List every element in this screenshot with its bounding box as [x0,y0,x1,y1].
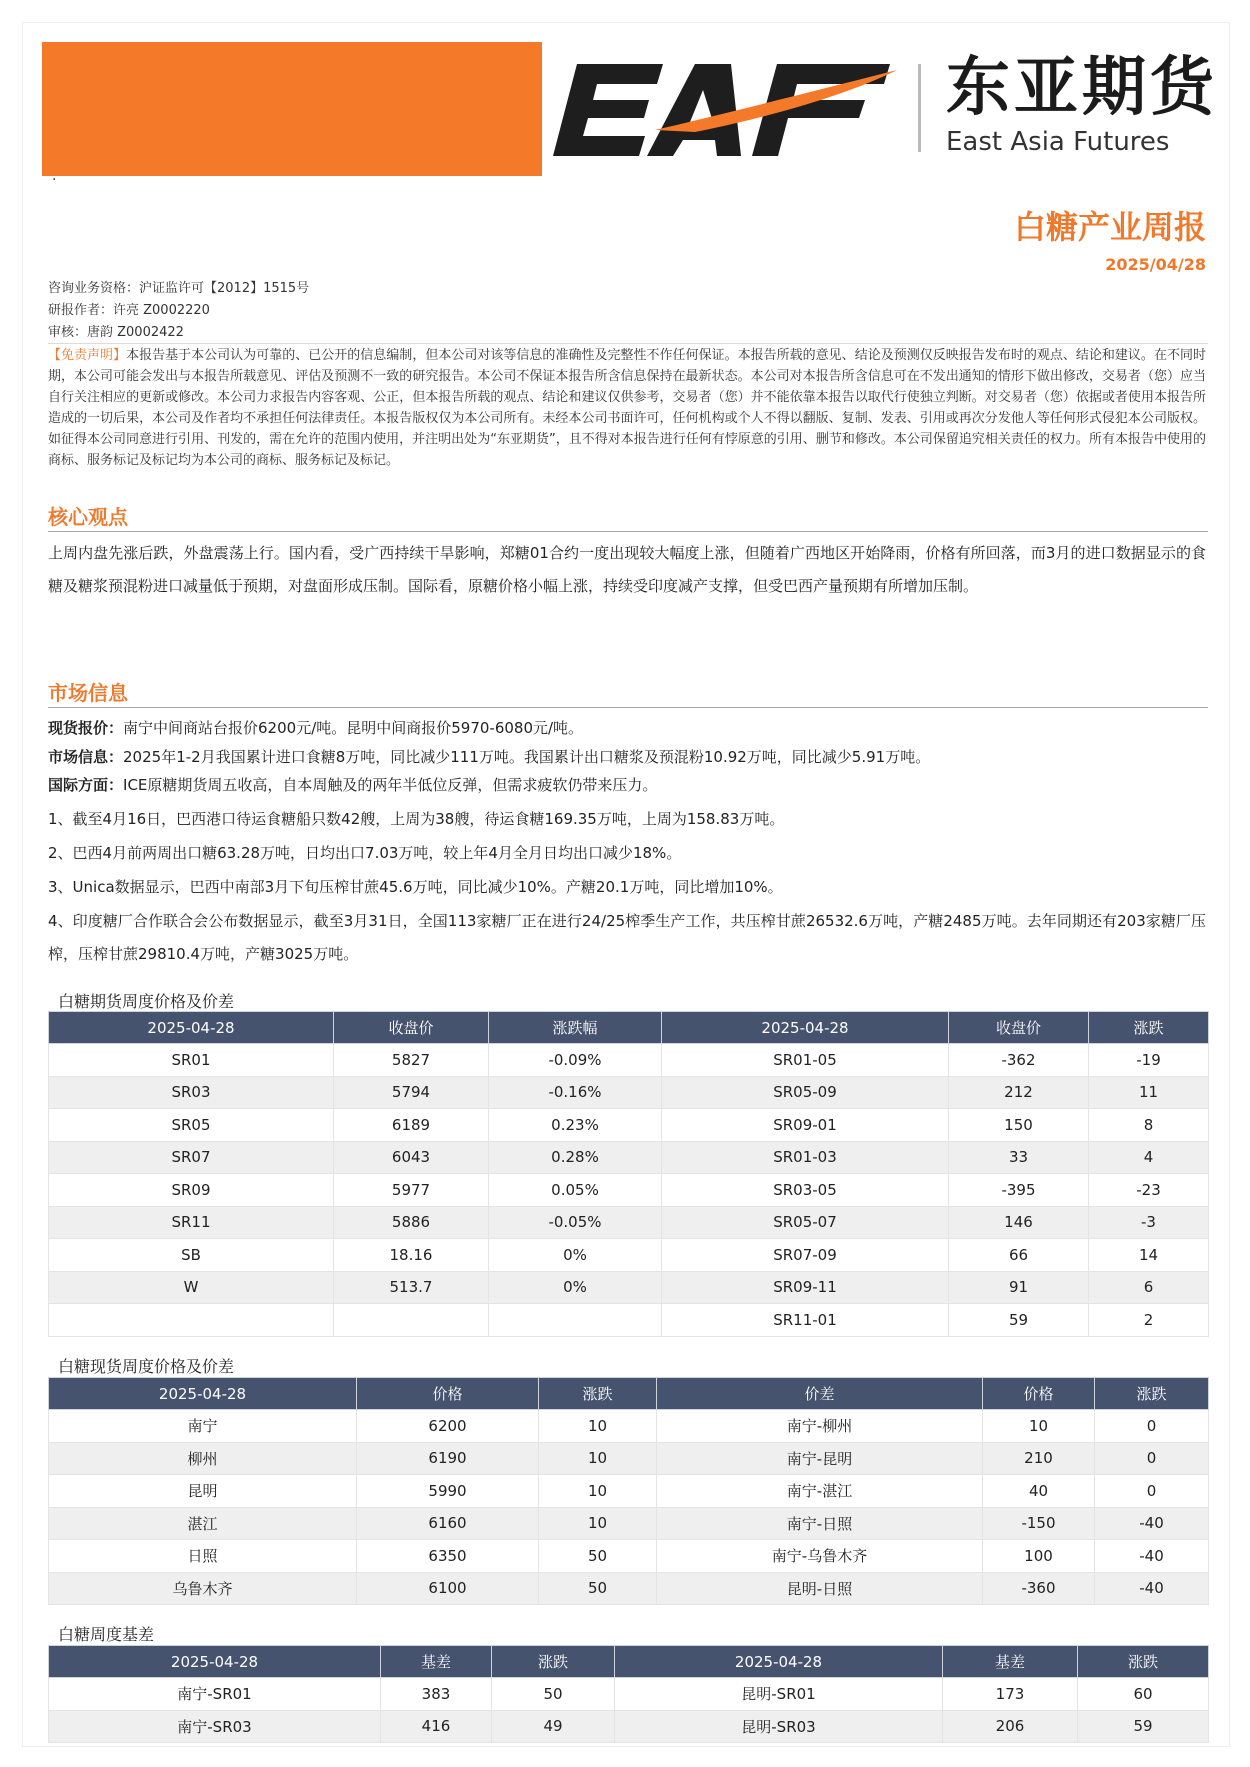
table-cell: 50 [539,1540,657,1573]
table-cell: 150 [949,1109,1089,1142]
brand-name-cn: 东亚期货 [946,51,1218,125]
table-cell: 33 [949,1141,1089,1174]
table-cell: 416 [381,1710,492,1743]
core-view-text: 上周内盘先涨后跌，外盘震荡上行。国内看，受广西持续干旱影响，郑糖01合约一度出现较大幅度上涨，但随着广西地区开始降雨，价格有所回落，而3月的进口数据显示的食糖及糖浆预混粉进口减量低于预期，对盘面形成压制。国际看，原糖价格小幅上涨，持续受印度减产支撑，但受巴西产量预期有所增加压制。 [48,544,1206,595]
table-cell: -19 [1089,1044,1209,1077]
table-cell: 513.7 [334,1271,489,1304]
table-cell: -40 [1095,1540,1209,1573]
table-header-row [49,1012,1209,1044]
intl-label: 国际方面： [48,776,124,794]
table-row [49,1710,1209,1743]
table-cell: SR01-03 [662,1141,949,1174]
spot-price-table [48,1377,1209,1605]
table-cell: 6 [1089,1271,1209,1304]
intl-text: ICE原糖期货周五收高，自本周触及的两年半低位反弹，但需求疲软仍带来压力。 [123,776,658,794]
table-row [49,1540,1209,1573]
table-cell: SR05-07 [662,1206,949,1239]
reviewer-info: 审核：唐韵 Z0002422 [48,325,184,340]
table-cell: 0% [489,1239,662,1272]
logo-divider [918,64,921,152]
table-cell: 10 [539,1410,657,1443]
eaf-logo-icon [545,56,900,161]
table-cell: SR01 [49,1044,334,1077]
intl-line [48,769,1206,802]
table-row [49,1271,1209,1304]
info-label: 市场信息： [48,748,124,766]
table-cell: 5886 [334,1206,489,1239]
table-cell: 0% [489,1271,662,1304]
divider [48,531,1208,532]
table-cell: 0.23% [489,1109,662,1142]
table-cell: 8 [1089,1109,1209,1142]
table-cell: -40 [1095,1572,1209,1605]
header-banner [42,42,542,176]
column-header: 2025-04-28 [662,1012,949,1044]
table-cell: 柳州 [49,1442,357,1475]
core-view-heading: 核心观点 [48,505,128,529]
table-cell [489,1304,662,1337]
table-cell: 0.28% [489,1141,662,1174]
disclaimer [48,345,1206,471]
table-cell: 0 [1095,1475,1209,1508]
table-cell: 14 [1089,1239,1209,1272]
table-cell: -360 [983,1572,1095,1605]
table-cell: 50 [539,1572,657,1605]
table-cell: 南宁-湛江 [657,1475,983,1508]
column-header: 价格 [357,1378,539,1410]
column-header: 涨跌幅 [489,1012,662,1044]
table-row [49,1475,1209,1508]
column-header: 2025-04-28 [49,1378,357,1410]
author-info: 研报作者：许亮 Z0002220 [48,303,210,318]
table-cell: 6350 [357,1540,539,1573]
table-cell: 6190 [357,1442,539,1475]
table-cell: 南宁 [49,1410,357,1443]
table-cell: 南宁-SR01 [49,1678,381,1711]
table-row [49,1141,1209,1174]
table-cell: SR03-05 [662,1174,949,1207]
table-cell: 日照 [49,1540,357,1573]
table-row [49,1442,1209,1475]
futures-price-table [48,1011,1209,1337]
column-header: 涨跌 [539,1378,657,1410]
table-cell: 49 [492,1710,615,1743]
column-header: 涨跌 [1089,1012,1209,1044]
table-cell [334,1304,489,1337]
table-cell: SR11-01 [662,1304,949,1337]
table-cell: SR05 [49,1109,334,1142]
market-item: 4、印度糖厂合作联合会公布数据显示，截至3月31日，全国113家糖厂正在进行24/25榨季生产工作，共压榨甘蔗26532.6万吨，产糖2485万吨。去年同期还有203家糖厂压榨，压榨甘蔗29810.4万吨，产糖3025万吨。 [48,912,1206,963]
table-cell: 南宁-柳州 [657,1410,983,1443]
table-cell: 5827 [334,1044,489,1077]
table-row [49,1076,1209,1109]
table-header-row [49,1378,1209,1410]
table-row [49,1044,1209,1077]
spot-table-caption: 白糖现货周度价格及价差 [58,1357,235,1376]
table-cell: 昆明 [49,1475,357,1508]
column-header: 收盘价 [334,1012,489,1044]
table-cell: 60 [1078,1678,1209,1711]
market-info-heading: 市场信息 [48,681,128,705]
report-date: 2025/04/28 [1105,255,1206,274]
table-cell: 0 [1095,1442,1209,1475]
market-item: 2、巴西4月前两周出口糖63.28万吨，日均出口7.03万吨，较上年4月全月日均出口减少18%。 [48,844,682,862]
table-cell: -0.09% [489,1044,662,1077]
table-row [49,1507,1209,1540]
table-row [49,1239,1209,1272]
table-cell: 383 [381,1678,492,1711]
table-row [49,1410,1209,1443]
table-cell: W [49,1271,334,1304]
table-cell: 南宁-乌鲁木齐 [657,1540,983,1573]
report-title: 白糖产业周报 [1013,208,1206,246]
table-cell: 212 [949,1076,1089,1109]
table-cell: SR07 [49,1141,334,1174]
table-cell: 10 [539,1507,657,1540]
basis-table [48,1645,1209,1743]
table-cell: SB [49,1239,334,1272]
table-cell: 210 [983,1442,1095,1475]
table-cell: 66 [949,1239,1089,1272]
table-cell: 59 [1078,1710,1209,1743]
table-row [49,1304,1209,1337]
table-cell: 6200 [357,1410,539,1443]
table-row [49,1678,1209,1711]
table-cell: 4 [1089,1141,1209,1174]
table-cell: 2 [1089,1304,1209,1337]
table-row [49,1572,1209,1605]
bullet-dot: · [52,172,57,188]
table-cell: 6100 [357,1572,539,1605]
table-cell: 0 [1095,1410,1209,1443]
table-cell: SR03 [49,1076,334,1109]
disclaimer-text: 本报告基于本公司认为可靠的、已公开的信息编制，但本公司对该等信息的准确性及完整性不作任何保证。本报告所载的意见、结论及预测仅反映报告发布时的观点、结论和建议。在不同时期，本公司可能会发出与本报告所载意见、评估及预测不一致的研究报告。本公司不保证本报告所含信息保持在最新状态。本公司对本报告所含信息可在不发出通知的情形下做出修改，交易者（您）应当自行关注相应的更新或修改。本公司力求报告内容客观、公正，但本报告所载的观点、结论和建议仅供参考，交易者（您）并不能依靠本报告以取代行使独立判断。对交易者（您）依据或者使用本报告所造成的一切后果，本公司及作者均不承担任何法律责任。本报告版权仅为本公司所有。未经本公司书面许可，任何机构或个人不得以翻版、复制、发表、引用或再次分发他人等任何形式侵犯本公司版权。如征得本公司同意进行引用、刊发的，需在允许的范围内使用，并注明出处为“东亚期货”，且不得对本报告进行任何有悖原意的引用、删节和修改。本公司保留追究相关责任的权力。所有本报告中使用的商标、服务标记及标记均为本公司的商标、服务标记及标记。 [48,348,1206,468]
table-cell: 59 [949,1304,1089,1337]
column-header: 涨跌 [492,1646,615,1678]
table-cell: -40 [1095,1507,1209,1540]
column-header: 基差 [381,1646,492,1678]
info-text: 2025年1-2月我国累计进口食糖8万吨，同比减少111万吨。我国累计出口糖浆及预混粉10.92万吨，同比减少5.91万吨。 [123,748,931,766]
table-cell: 南宁-SR03 [49,1710,381,1743]
table-cell: 11 [1089,1076,1209,1109]
column-header: 2025-04-28 [615,1646,943,1678]
column-header: 涨跌 [1095,1378,1209,1410]
table-cell: 91 [949,1271,1089,1304]
table-cell: 昆明-SR01 [615,1678,943,1711]
basis-table-caption: 白糖周度基差 [58,1625,155,1644]
table-cell: -395 [949,1174,1089,1207]
table-cell: 南宁-昆明 [657,1442,983,1475]
table-cell: -150 [983,1507,1095,1540]
futures-table-caption: 白糖期货周度价格及价差 [58,992,235,1011]
table-cell: 206 [943,1710,1078,1743]
table-cell: 6160 [357,1507,539,1540]
table-cell: SR09-01 [662,1109,949,1142]
table-cell: 乌鲁木齐 [49,1572,357,1605]
table-cell: 18.16 [334,1239,489,1272]
column-header: 收盘价 [949,1012,1089,1044]
table-cell: 5990 [357,1475,539,1508]
divider [48,343,1208,344]
table-cell: 昆明-日照 [657,1572,983,1605]
license-info: 咨询业务资格：沪证监许可【2012】1515号 [48,281,310,296]
disclaimer-tag: 【免责声明】 [48,348,127,363]
table-row [49,1174,1209,1207]
table-row [49,1206,1209,1239]
table-cell: 5977 [334,1174,489,1207]
table-cell: -23 [1089,1174,1209,1207]
table-cell: SR05-09 [662,1076,949,1109]
column-header: 2025-04-28 [49,1012,334,1044]
table-cell: SR11 [49,1206,334,1239]
table-cell: 0.05% [489,1174,662,1207]
table-header-row [49,1646,1209,1678]
table-cell: 南宁-日照 [657,1507,983,1540]
market-item: 3、Unica数据显示，巴西中南部3月下旬压榨甘蔗45.6万吨，同比减少10%。产糖20.1万吨，同比增加10%。 [48,878,783,896]
column-header: 价格 [983,1378,1095,1410]
market-item: 1、截至4月16日，巴西港口待运食糖船只数42艘，上周为38艘，待运食糖169.35万吨，上周为158.83万吨。 [48,810,785,828]
table-cell: 40 [983,1475,1095,1508]
column-header: 基差 [943,1646,1078,1678]
table-cell: 10 [983,1410,1095,1443]
table-cell: SR09-11 [662,1271,949,1304]
table-cell: SR07-09 [662,1239,949,1272]
table-cell: 10 [539,1442,657,1475]
table-cell: -0.16% [489,1076,662,1109]
table-cell: 50 [492,1678,615,1711]
table-cell: 173 [943,1678,1078,1711]
table-cell: 湛江 [49,1507,357,1540]
spot-text: 南宁中间商站台报价6200元/吨。昆明中间商报价5970-6080元/吨。 [123,719,584,737]
table-cell: -0.05% [489,1206,662,1239]
table-cell: 100 [983,1540,1095,1573]
column-header: 涨跌 [1078,1646,1209,1678]
table-row [49,1109,1209,1142]
table-cell: 10 [539,1475,657,1508]
table-cell: SR09 [49,1174,334,1207]
table-cell: 146 [949,1206,1089,1239]
table-cell: -362 [949,1044,1089,1077]
table-cell: 6043 [334,1141,489,1174]
brand-name-en: East Asia Futures [946,127,1170,157]
table-cell: 6189 [334,1109,489,1142]
table-cell: 昆明-SR03 [615,1710,943,1743]
spot-label: 现货报价： [48,719,124,737]
table-cell: 5794 [334,1076,489,1109]
table-cell [49,1304,334,1337]
table-cell: SR01-05 [662,1044,949,1077]
column-header: 价差 [657,1378,983,1410]
column-header: 2025-04-28 [49,1646,381,1678]
table-cell: -3 [1089,1206,1209,1239]
divider [48,707,1208,708]
